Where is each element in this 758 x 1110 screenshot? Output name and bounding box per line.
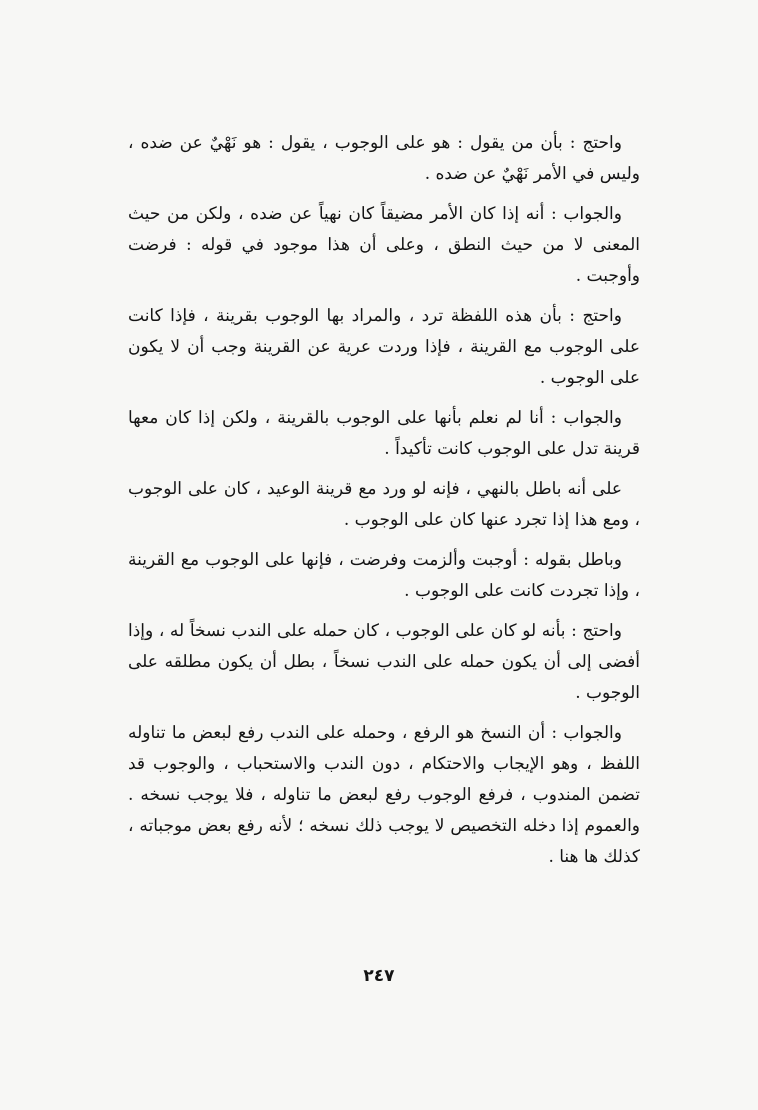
paragraph-5: على أنه باطل بالنهي ، فإنه لو ورد مع قرينة الوعيد ، كان على الوجوب ، ومع هذا إذا تجرد عنها كان على الوجوب . bbox=[128, 479, 640, 530]
paragraph-7: واحتج : بأنه لو كان على الوجوب ، كان حمله على الندب نسخاً له ، وإذا أفضى إلى أن يكون حمله على الندب نسخاً ، بطل أن يكون مطلقه على الوجوب . bbox=[128, 621, 640, 703]
page-number: ٢٤٧ bbox=[363, 966, 395, 986]
paragraph-3: واحتج : بأن هذه اللفظة ترد ، والمراد بها الوجوب بقرينة ، فإذا كانت على الوجوب مع القرينة ، فإذا وردت عرية عن القرينة وجب أن لا يكون على الوجوب . bbox=[128, 306, 640, 388]
paragraph-2: والجواب : أنه إذا كان الأمر مضيقاً كان نهياً عن ضده ، ولكن من حيث المعنى لا من حيث النطق ، وعلى أن هذا موجود في قوله : فرضت وأوجبت . bbox=[128, 204, 640, 286]
paragraph-6: وباطل بقوله : أوجبت وألزمت وفرضت ، فإنها على الوجوب مع القرينة ، وإذا تجردت كانت على الوجوب . bbox=[128, 550, 640, 601]
paragraph-1: واحتج : بأن من يقول : هو على الوجوب ، يقول : هو نَهْيٌ عن ضده ، وليس في الأمر نَهْيٌ عن ضده . bbox=[128, 133, 640, 184]
paragraph-4: والجواب : أنا لم نعلم بأنها على الوجوب بالقرينة ، ولكن إذا كان معها قرينة تدل على الوجوب كانت تأكيداً . bbox=[128, 408, 640, 459]
paragraph-8: والجواب : أن النسخ هو الرفع ، وحمله على الندب رفع لبعض ما تناوله اللفظ ، وهو الإيجاب والاحتكام ، دون الندب والاستحباب ، والوجوب قد تضمن المندوب ، فرفع الوجوب رفع لبعض ما تناوله ، فلا يوجب نسخه . والعموم إذا دخله التخصيص لا يوجب ذلك نسخه ؛ لأنه رفع بعض موجباته ، كذلك ها هنا . bbox=[128, 723, 640, 867]
body-text bbox=[128, 128, 640, 882]
